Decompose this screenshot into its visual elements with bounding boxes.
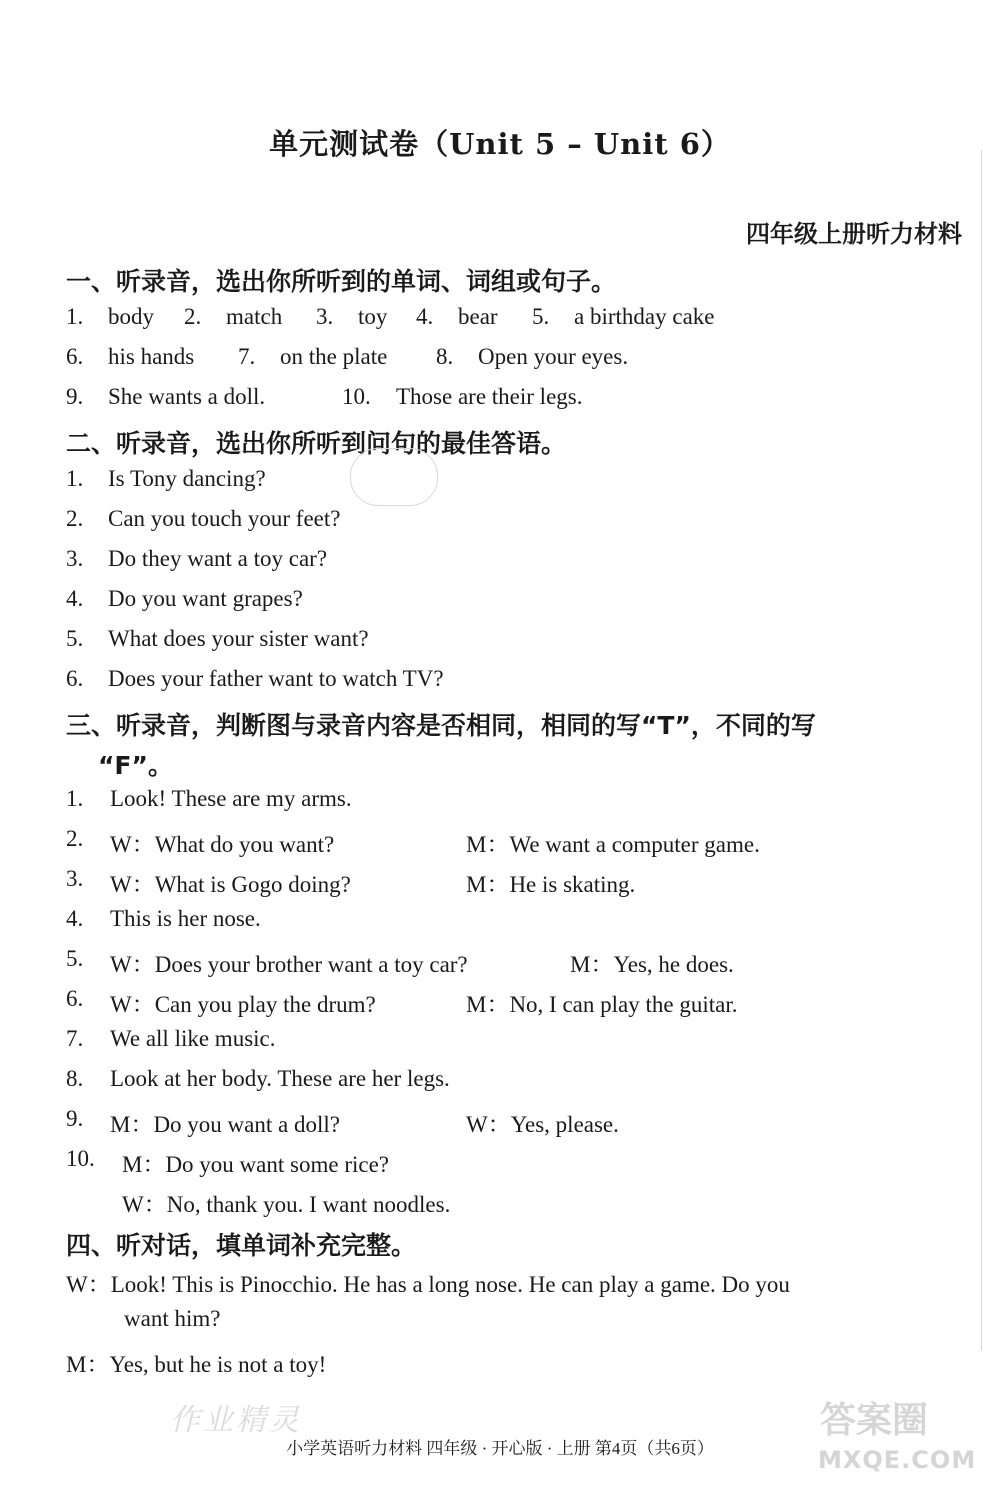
section-1-heading: 一、听录音，选出你所听到的单词、词组或句子。	[66, 267, 617, 296]
item-text: bear	[458, 304, 498, 329]
page-footer: 小学英语听力材料 四年级 · 开心版 · 上册 第4页（共6页）	[286, 1439, 714, 1458]
item-text: This is her nose.	[110, 906, 261, 931]
item-number: 4.	[66, 586, 84, 611]
item-text: M：Do you want some rice?	[122, 1152, 389, 1177]
item-number: 2.	[66, 826, 84, 851]
item-number: 5.	[66, 946, 84, 971]
item-reply: M：Yes, he does.	[570, 952, 734, 977]
item-number: 3.	[316, 304, 334, 329]
item-text: his hands	[108, 344, 195, 369]
item-text: Those are their legs.	[396, 384, 583, 409]
item-text: Can you touch your feet?	[108, 506, 341, 531]
s3-item-10-cont: W：No, thank you. I want noodles.	[122, 1192, 451, 1217]
item-number: 6.	[66, 986, 84, 1011]
item-text: W：What do you want?	[110, 832, 335, 857]
item-text: She wants a doll.	[108, 384, 266, 409]
item-text: toy	[358, 304, 388, 329]
item-text: Do they want a toy car?	[108, 546, 328, 571]
item-number: 8.	[66, 1066, 84, 1091]
item-text: M：Do you want a doll?	[110, 1112, 340, 1137]
item-number: 10.	[66, 1146, 95, 1171]
item-number: 2.	[66, 506, 84, 531]
page-subtitle: 四年级上册听力材料	[746, 219, 962, 248]
item-text: Look! These are my arms.	[110, 786, 352, 811]
item-number: 2.	[184, 304, 202, 329]
item-number: 10.	[342, 384, 371, 409]
item-number: 4.	[66, 906, 84, 931]
item-text: Do you want grapes?	[108, 586, 303, 611]
item-text: W：Does your brother want a toy car?	[110, 952, 468, 977]
item-number: 7.	[238, 344, 256, 369]
section-2-heading: 二、听录音，选出你所听到问句的最佳答语。	[66, 429, 567, 458]
item-number: 9.	[66, 1106, 84, 1131]
section-3-heading: 三、听录音，判断图与录音内容是否相同，相同的写“T”，不同的写	[66, 711, 816, 740]
s4-dialog-w: W：Look! This is Pinocchio. He has a long nose. He can play a game. Do you	[66, 1272, 790, 1297]
item-number: 5.	[66, 626, 84, 651]
section-4-heading: 四、听对话，填单词补充完整。	[66, 1231, 417, 1260]
item-number: 6.	[66, 666, 84, 691]
watermark-en: MXQE.COM	[818, 1446, 977, 1474]
item-number: 7.	[66, 1026, 84, 1051]
item-text: We all like music.	[110, 1026, 276, 1051]
item-number: 6.	[66, 344, 84, 369]
item-number: 1.	[66, 466, 84, 491]
item-number: 5.	[532, 304, 550, 329]
item-number: 9.	[66, 384, 84, 409]
item-number: 3.	[66, 546, 84, 571]
page-edge-line	[981, 150, 982, 1350]
item-number: 4.	[416, 304, 434, 329]
item-reply: W：Yes, please.	[466, 1112, 619, 1137]
stamp-mark	[350, 448, 438, 506]
item-text: W：Can you play the drum?	[110, 992, 376, 1017]
item-reply: M：No, I can play the guitar.	[466, 992, 738, 1017]
item-number: 3.	[66, 866, 84, 891]
item-text: What does your sister want?	[108, 626, 369, 651]
item-text: Is Tony dancing?	[108, 466, 266, 491]
s4-dialog-w-cont: want him?	[124, 1306, 221, 1331]
item-text: Does your father want to watch TV?	[108, 666, 444, 691]
watermark-logo-left: 作业精灵	[170, 1403, 302, 1438]
item-number: 1.	[66, 304, 84, 329]
item-text: on the plate	[280, 344, 388, 369]
item-text: body	[108, 304, 154, 329]
section-3-heading-cont: “F”。	[98, 751, 173, 780]
item-number: 8.	[436, 344, 454, 369]
item-text: a birthday cake	[574, 304, 715, 329]
item-text: Look at her body. These are her legs.	[110, 1066, 450, 1091]
item-text: match	[226, 304, 283, 329]
watermark-cn: 答案圈	[820, 1400, 929, 1441]
page-title: 单元测试卷（Unit 5 – Unit 6）	[269, 127, 731, 161]
item-reply: M：We want a computer game.	[466, 832, 760, 857]
item-reply: M：He is skating.	[466, 872, 636, 897]
s4-dialog-m: M：Yes, but he is not a toy!	[66, 1352, 327, 1377]
item-text: Open your eyes.	[478, 344, 629, 369]
item-number: 1.	[66, 786, 84, 811]
item-text: W：What is Gogo doing?	[110, 872, 351, 897]
